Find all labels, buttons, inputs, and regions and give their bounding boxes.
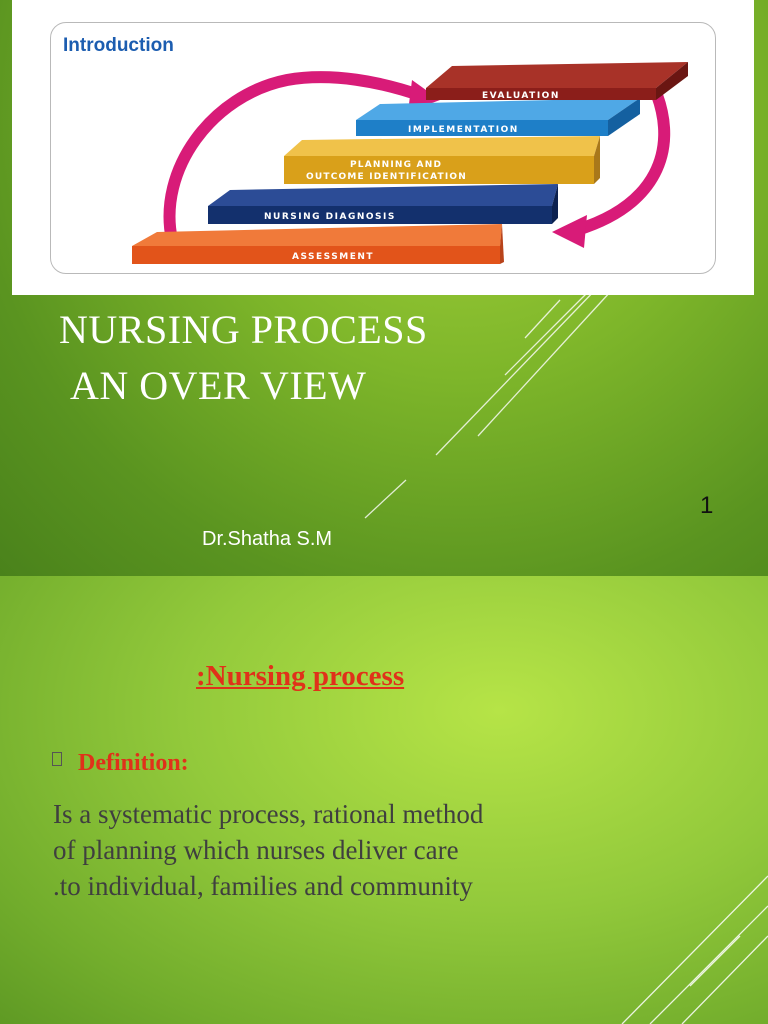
definition-slide bbox=[0, 576, 768, 1024]
svg-text:IMPLEMENTATION: IMPLEMENTATION bbox=[408, 125, 519, 135]
definition-line: of planning which nurses deliver care bbox=[53, 835, 459, 865]
missing-glyph-icon bbox=[52, 752, 62, 766]
step-evaluation bbox=[426, 62, 688, 101]
svg-text:ASSESSMENT: ASSESSMENT bbox=[292, 252, 375, 262]
intro-image bbox=[12, 0, 754, 295]
svg-text:OUTCOME IDENTIFICATION: OUTCOME IDENTIFICATION bbox=[306, 172, 468, 182]
step-nursing-diagnosis bbox=[208, 184, 558, 224]
svg-text:EVALUATION: EVALUATION bbox=[482, 91, 560, 101]
definition-text bbox=[53, 796, 613, 904]
slide-title-line-1: NURSING PROCESS bbox=[59, 307, 428, 352]
svg-text:PLANNING AND: PLANNING AND bbox=[350, 160, 443, 170]
definition-line: .to individual, families and community bbox=[53, 871, 473, 901]
slide-title-line-2: AN OVER VIEW bbox=[70, 363, 367, 408]
author-name: Dr.Shatha S.M bbox=[202, 528, 333, 550]
step-planning bbox=[284, 136, 600, 184]
staircase-diagram bbox=[12, 0, 754, 295]
step-assessment bbox=[132, 224, 504, 264]
intro-heading: Introduction bbox=[63, 35, 174, 56]
right-cycle-arrow-head bbox=[552, 215, 587, 248]
step-implementation bbox=[356, 98, 640, 136]
definition-line: Is a systematic process, rational method bbox=[53, 799, 484, 829]
slide-heading: :Nursing process bbox=[196, 660, 405, 692]
svg-text:NURSING DIAGNOSIS: NURSING DIAGNOSIS bbox=[264, 212, 396, 222]
page-number: 1 bbox=[700, 492, 714, 519]
definition-label: Definition: bbox=[78, 750, 189, 776]
